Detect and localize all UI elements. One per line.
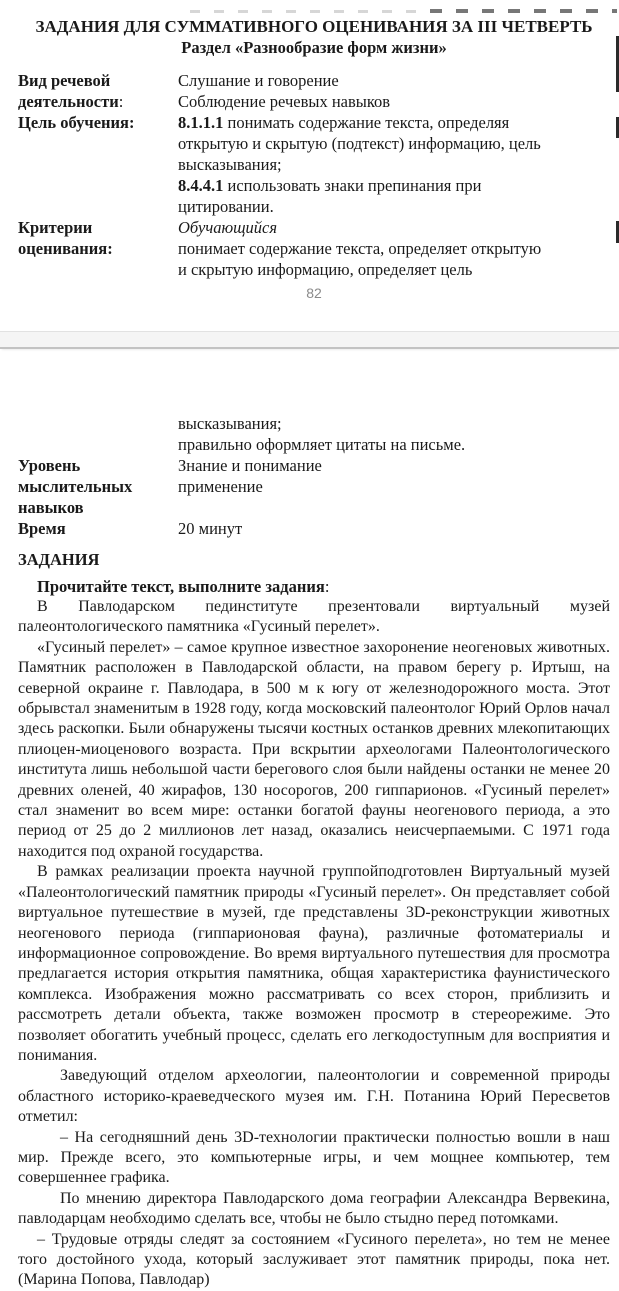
row-label: Время xyxy=(18,519,66,538)
document-subtitle: Раздел «Разнообразие форм жизни» xyxy=(181,38,447,57)
table-row-speech-activity xyxy=(18,70,610,112)
page-1 xyxy=(0,0,619,303)
row-value: высказывания; правильно оформляет цитаты на письме. xyxy=(178,414,466,454)
body-paragraph: – Трудовые отряды следят за состоянием «Гусиного перелета», но тем не менее того достойного ухода, который заслуживает этот памятник природы, пока нет. (Марина Попова, Павлодар) xyxy=(18,1230,610,1289)
row-value: Обучающийся понимает содержание текста, определяет открытую и скрытую информацию, определяет цель xyxy=(178,218,542,279)
body-paragraph: Заведующий отделом археологии, палеонтологии и современной природы областного историко-краеведческого музея им. Г.Н. Потанина Юрий Пересветов отметил: xyxy=(18,1067,610,1126)
instruction-text: Прочитайте текст, выполните задания: xyxy=(37,577,330,596)
table-row-criteria-continued xyxy=(18,413,610,455)
row-label: Критерии оценивания: xyxy=(18,218,113,258)
row-label: Вид речевой деятельности: xyxy=(18,71,124,111)
table-row-thinking-skills xyxy=(18,455,610,518)
assessment-info-table-continued xyxy=(18,413,610,539)
table-row-time xyxy=(18,518,610,539)
tasks-heading: ЗАДАНИЯ xyxy=(18,550,100,569)
table-row-assessment-criteria xyxy=(18,217,610,280)
body-paragraph: В рамках реализации проекта научной группойподготовлен Виртуальный музей «Палеонтологический памятник природы «Гусиный перелет». Он представляет собой виртуальное путешествие в музей, где представлены 3D-реконструкции животных неогенового периода (гиппарионовая фауна), различные фотоматериалы и информационное сопровождение. Во время виртуального путешествия для просмотра предлагается история открытия памятника, общая характеристика фаунистического комплекса. Изображения можно рассматривать со всех сторон, приблизить и рассмотреть детали объекта, также возможен просмотр в стереорежиме. Это позволяет обогатить учебный процесс, сделать его легкодоступным для восприятия и понимания. xyxy=(18,863,610,1064)
body-paragraph: «Гусиный перелет» – самое крупное известное захоронение неогеновых животных. Памятник расположен в Павлодарской области, на правом берегу р. Иртыш, на северной окраине г. Павлодара, в 500 м к югу от железнодорожного моста. Этот обрывстал знаменитым в 1928 году, когда московский палеонтолог Юрий Орлов начал здесь раскопки. Были обнаружены тысячи костных останков древних млекопитающих плиоцен-миоценового возраста. При вскрытии археологами Палеонтологического института лишь небольшой части берегового слоя были найдены останки не менее 20 древних оленей, 40 жирафов, 130 носорогов, 200 гиппарионов. «Гусиный перелет» стал знаменит во всем мире: останки богатой фауны неогенового периода, а это период от 25 до 2 миллионов лет назад, оказались неисчерпаемыми. С 1971 года находится под охраной государства. xyxy=(18,638,610,860)
row-value: Знание и понимание применение xyxy=(178,456,322,496)
body-paragraph: По мнению директора Павлодарского дома географии Александра Вервекина, павлодарцам необходимо сделать все, чтобы не было стыдно перед потомками. xyxy=(18,1189,610,1228)
document-title: ЗАДАНИЯ ДЛЯ СУММАТИВНОГО ОЦЕНИВАНИЯ ЗА III ЧЕТВЕРТЬ xyxy=(35,17,593,36)
row-value: 20 минут xyxy=(178,519,243,538)
row-label: Уровень мыслительных навыков xyxy=(18,456,133,517)
page-2 xyxy=(0,349,619,1291)
row-label: Цель обучения: xyxy=(18,113,135,132)
top-edge-crop-artifact xyxy=(190,10,420,13)
top-edge-crop-artifact xyxy=(430,9,617,13)
table-row-learning-objective xyxy=(18,112,610,217)
row-value: Слушание и говорение Соблюдение речевых навыков xyxy=(178,71,391,111)
row-label xyxy=(18,413,178,455)
assessment-info-table xyxy=(18,70,610,280)
body-paragraph: В Павлодарском пединституте презентовали виртуальный музей палеонтологического памятника «Гусиный перелет». xyxy=(18,598,610,636)
page-number: 82 xyxy=(306,285,322,301)
body-paragraph: – На сегодняшний день 3D-технологии практически полностью вошли в наш мир. Прежде всего, это компьютерные игры, и чем мощнее компьютер, тем совершеннее графика. xyxy=(18,1128,610,1187)
row-value: 8.1.1.1 понимать содержание текста, определяя открытую и скрытую (подтекст) информацию, цель высказывания; 8.4.4.1 использовать знаки препинания при цитировании. xyxy=(178,113,541,216)
page-separator xyxy=(0,331,619,349)
